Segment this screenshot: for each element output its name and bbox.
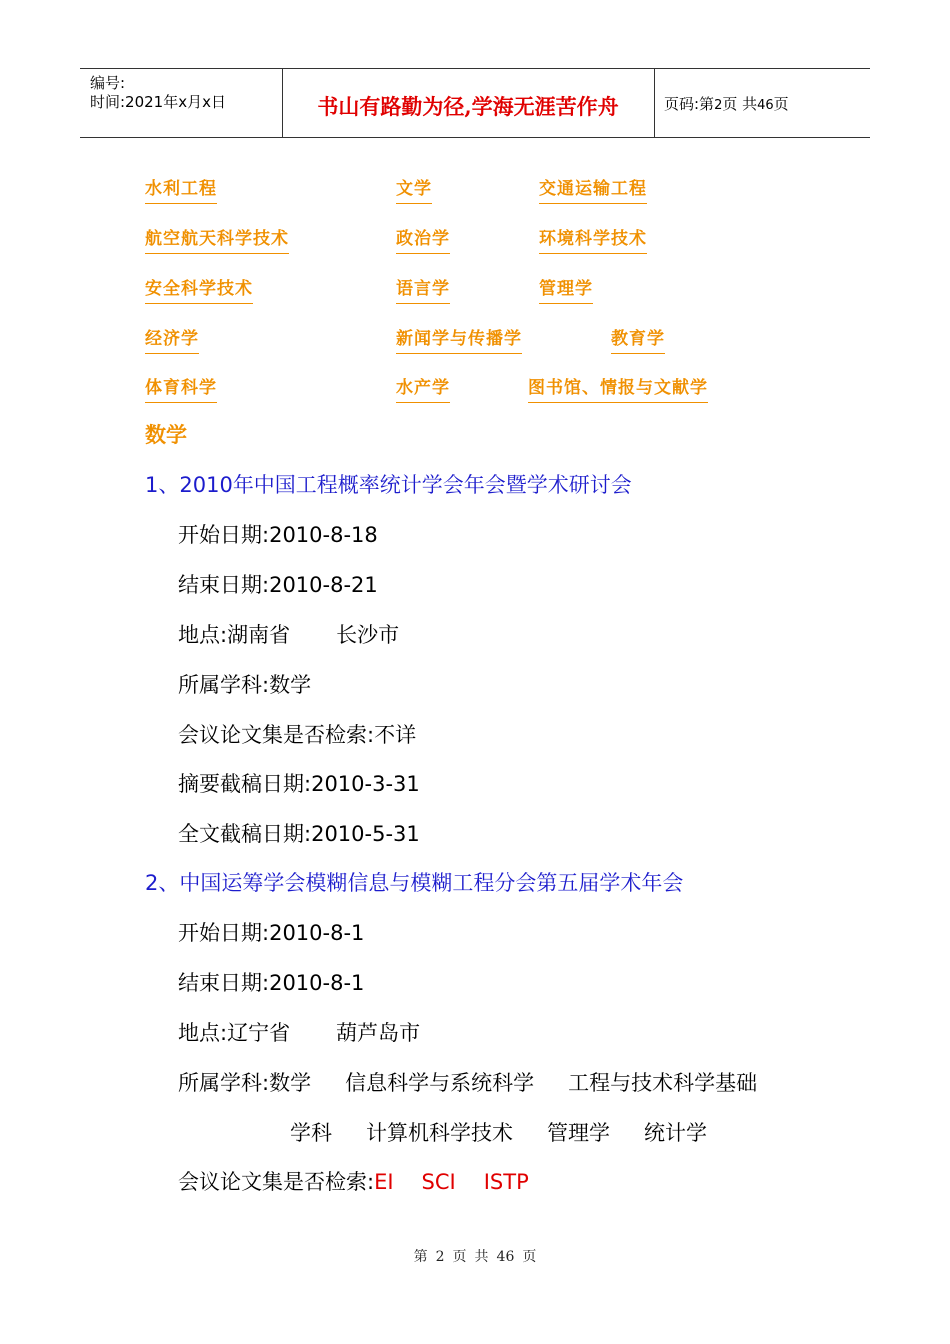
- conference-title-text: 中国运筹学会模糊信息与模糊工程分会第五届学术年会: [179, 871, 684, 895]
- subject-value: 数学: [269, 673, 312, 697]
- subject-row-continued: [290, 1117, 707, 1147]
- conference-title[interactable]: [145, 867, 683, 897]
- header-page-cell: [654, 69, 870, 137]
- field-label: 会议论文集是否检索:: [178, 723, 375, 747]
- subject-link[interactable]: 语言学: [396, 274, 450, 304]
- province: 湖南省: [227, 623, 291, 647]
- subject-value: 学科: [290, 1121, 332, 1145]
- subject-link[interactable]: 经济学: [145, 324, 199, 354]
- end-date: 2010-8-1: [269, 971, 365, 995]
- field-label: 地点:: [178, 1021, 228, 1045]
- index-value: EI: [374, 1170, 394, 1194]
- index-row: [178, 719, 416, 749]
- subject-value: 工程与技术科学基础: [568, 1071, 758, 1095]
- subject-link[interactable]: 图书馆、情报与文献学: [528, 373, 708, 403]
- end-date-row: [178, 967, 364, 997]
- conference-index: 2、: [145, 871, 180, 895]
- field-label: 地点:: [178, 623, 228, 647]
- subject-link[interactable]: 水产学: [396, 373, 450, 403]
- subject-link[interactable]: 政治学: [396, 224, 450, 254]
- subject-value: 数学: [269, 1071, 312, 1095]
- header-meta-cell: [80, 69, 283, 137]
- motto: 书山有路勤为径,学海无涯苦作舟: [317, 94, 619, 119]
- abstract-deadline: 2010-3-31: [311, 772, 420, 796]
- page-prefix: 页码:第: [664, 95, 715, 113]
- footer-text: 第: [413, 1249, 428, 1265]
- page-total: 46: [757, 98, 774, 113]
- city: 长沙市: [336, 623, 400, 647]
- subject-link[interactable]: 文学: [396, 174, 432, 204]
- field-label: 所属学科:: [178, 1071, 270, 1095]
- subject-row: [178, 669, 311, 699]
- field-label: 全文截稿日期:: [178, 822, 312, 846]
- subject-link[interactable]: 新闻学与传播学: [396, 324, 522, 354]
- page-current: 2: [714, 98, 723, 113]
- footer-text: 页: [522, 1249, 537, 1265]
- abstract-deadline-row: [178, 768, 420, 798]
- start-date: 2010-8-18: [269, 523, 378, 547]
- subject-link[interactable]: 交通运输工程: [539, 174, 647, 204]
- conference-title-text: 年中国工程概率统计学会年会暨学术研讨会: [232, 473, 632, 497]
- section-title: 数学: [145, 423, 187, 447]
- start-date-row: [178, 917, 364, 947]
- index-value: 不详: [374, 723, 417, 747]
- subject-link[interactable]: 教育学: [611, 324, 665, 354]
- field-label: 会议论文集是否检索:: [178, 1170, 375, 1194]
- city: 葫芦岛市: [336, 1021, 421, 1045]
- footer-text: 共: [474, 1249, 489, 1265]
- subject-link[interactable]: 管理学: [539, 274, 593, 304]
- subject-link[interactable]: 航空航天科学技术: [145, 224, 289, 254]
- footer-text: 页: [452, 1249, 467, 1265]
- header-page-info: [664, 93, 789, 114]
- location-row: [178, 1017, 420, 1047]
- start-date-row: [178, 519, 378, 549]
- page-header: [80, 68, 870, 138]
- start-date: 2010-8-1: [269, 921, 365, 945]
- index-value: SCI: [421, 1170, 456, 1194]
- full-deadline: 2010-5-31: [311, 822, 420, 846]
- doc-time: 时间:2021年x月x日: [90, 93, 226, 111]
- footer-page-current: 2: [435, 1249, 445, 1265]
- subject-link[interactable]: 水利工程: [145, 174, 217, 204]
- page-suffix: 页: [773, 95, 789, 113]
- field-label: 开始日期:: [178, 921, 270, 945]
- subject-value: 管理学: [547, 1121, 610, 1145]
- header-motto-cell: [282, 69, 655, 137]
- page-mid: 页 共: [722, 95, 758, 113]
- field-label: 所属学科:: [178, 673, 270, 697]
- index-row: [178, 1166, 529, 1196]
- subject-value: 计算机科学技术: [366, 1121, 513, 1145]
- subject-link[interactable]: 环境科学技术: [539, 224, 647, 254]
- page-footer: [0, 1246, 950, 1266]
- location-row: [178, 619, 399, 649]
- footer-page-total: 46: [496, 1249, 515, 1265]
- field-label: 结束日期:: [178, 573, 270, 597]
- conference-title[interactable]: [145, 469, 632, 499]
- field-label: 结束日期:: [178, 971, 270, 995]
- doc-number-label: 编号:: [90, 74, 126, 92]
- conference-index: 1、2010: [145, 473, 233, 497]
- subject-value: 统计学: [644, 1121, 707, 1145]
- subject-link[interactable]: 体育科学: [145, 373, 217, 403]
- subject-value: 信息科学与系统科学: [345, 1071, 535, 1095]
- subject-row: [178, 1067, 757, 1097]
- end-date: 2010-8-21: [269, 573, 378, 597]
- full-deadline-row: [178, 818, 420, 848]
- subject-link[interactable]: 安全科学技术: [145, 274, 253, 304]
- field-label: 开始日期:: [178, 523, 270, 547]
- index-value: ISTP: [483, 1170, 529, 1194]
- field-label: 摘要截稿日期:: [178, 772, 312, 796]
- end-date-row: [178, 569, 378, 599]
- province: 辽宁省: [227, 1021, 291, 1045]
